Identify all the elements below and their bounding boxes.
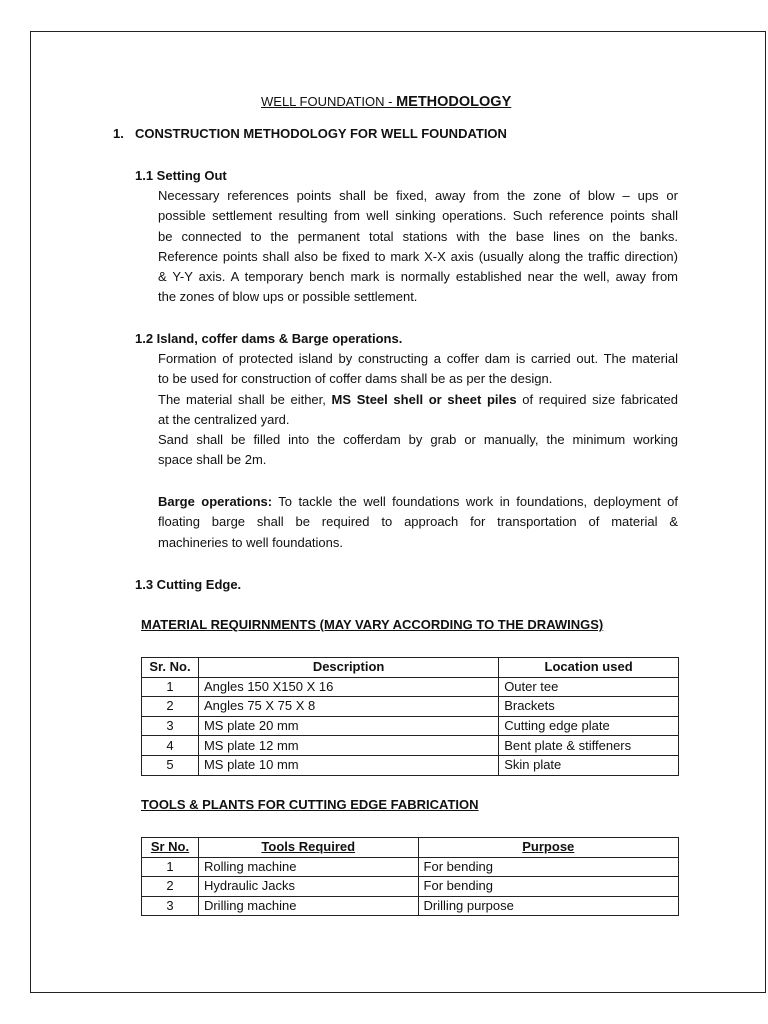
table-cell: 3 (142, 896, 199, 916)
paragraph-line: possible settlement resulting from well sinking operations. Such reference points shall (158, 208, 678, 224)
paragraph-line: Reference points shall also be fixed to mark X-X axis (usually along the traffic direction) (158, 248, 678, 264)
paragraph-line: machineries to well foundations. (158, 534, 343, 550)
paragraph-line: Sand shall be filled into the cofferdam by grab or manually, the minimum working (158, 432, 678, 448)
paragraph-line: at the centralized yard. (158, 411, 290, 427)
tools-table-title: TOOLS & PLANTS FOR CUTTING EDGE FABRICATION (141, 797, 479, 812)
materials-table (141, 657, 679, 776)
subsection-heading-cutting-edge: 1.3 Cutting Edge. (135, 577, 242, 592)
paragraph-line (158, 390, 678, 410)
paragraph-text: To tackle the well foundations work in foundations, deployment of (272, 494, 678, 509)
table-cell: 3 (142, 716, 199, 736)
table-cell: Rolling machine (198, 857, 418, 877)
table-row (142, 677, 679, 697)
section-heading-text: CONSTRUCTION METHODOLOGY FOR WELL FOUNDATION (135, 126, 507, 141)
island-paragraph-1 (158, 349, 678, 471)
paragraph-line: & Y-Y axis. A temporary bench mark is normally established near the well, away from (158, 269, 678, 285)
paragraph-line: Formation of protected island by constructing a coffer dam is carried out. The material (158, 351, 678, 366)
document-title (261, 94, 511, 110)
table-cell: Drilling machine (198, 896, 418, 916)
column-header: Description (198, 658, 498, 678)
paragraph-line: Necessary references points shall be fixed, away from the zone of blow – ups or (158, 188, 678, 203)
table-row (142, 877, 679, 897)
title-emphasis: METHODOLOGY (396, 94, 512, 110)
table-cell: 1 (142, 857, 199, 877)
table-cell: MS plate 20 mm (198, 716, 498, 736)
table-cell: Drilling purpose (418, 896, 678, 916)
table-cell: 5 (142, 755, 199, 775)
materials-table-title: MATERIAL REQUIRNMENTS (MAY VARY ACCORDING TO THE DRAWINGS) (141, 617, 604, 632)
column-header: Sr. No. (142, 658, 199, 678)
table-cell: Cutting edge plate (499, 716, 679, 736)
table-row (142, 736, 679, 756)
table-cell: Hydraulic Jacks (198, 877, 418, 897)
title-prefix: WELL FOUNDATION - (261, 94, 397, 109)
table-cell: For bending (418, 877, 678, 897)
table-cell: Outer tee (499, 677, 679, 697)
section-heading (113, 126, 507, 141)
subsection-heading-island: 1.2 Island, coffer dams & Barge operations. (135, 331, 403, 346)
table-cell: Angles 150 X150 X 16 (198, 677, 498, 697)
paragraph-text: The material shall be either, (158, 391, 332, 407)
table-row (142, 755, 679, 775)
subsection-heading-setting-out: 1.1 Setting Out (135, 168, 227, 183)
table-cell: Bent plate & stiffeners (499, 736, 679, 756)
paragraph-line (158, 492, 678, 512)
setting-out-paragraph (158, 186, 678, 308)
table-cell: 2 (142, 877, 199, 897)
table-cell: Brackets (499, 697, 679, 717)
table-cell: Skin plate (499, 755, 679, 775)
barge-operations-paragraph (158, 492, 678, 553)
column-header: Tools Required (198, 838, 418, 858)
table-cell: 4 (142, 736, 199, 756)
table-row (142, 896, 679, 916)
table-cell: MS plate 12 mm (198, 736, 498, 756)
table-row (142, 697, 679, 717)
paragraph-line: space shall be 2m. (158, 452, 267, 468)
tools-table (141, 837, 679, 916)
barge-label: Barge operations: (158, 494, 273, 509)
emphasis-text: MS Steel shell or sheet piles (331, 391, 517, 407)
paragraph-line: floating barge shall be required to approach for transportation of material & (158, 514, 678, 530)
table-header-row (142, 658, 679, 678)
paragraph-line: be connected to the permanent total stations with the base lines on the banks. (158, 228, 678, 244)
table-cell: MS plate 10 mm (198, 755, 498, 775)
table-row (142, 716, 679, 736)
paragraph-text: of required size fabricated (516, 391, 679, 407)
column-header: Sr No. (142, 838, 199, 858)
table-row (142, 857, 679, 877)
table-cell: For bending (418, 857, 678, 877)
column-header: Location used (499, 658, 679, 678)
column-header: Purpose (418, 838, 678, 858)
section-number: 1. (113, 126, 124, 141)
table-cell: 2 (142, 697, 199, 717)
table-cell: Angles 75 X 75 X 8 (198, 697, 498, 717)
table-header-row (142, 838, 679, 858)
paragraph-line: to be used for construction of coffer dams shall be as per the design. (158, 371, 553, 387)
table-cell: 1 (142, 677, 199, 697)
paragraph-line: the zones of blow ups or possible settlement. (158, 289, 418, 305)
